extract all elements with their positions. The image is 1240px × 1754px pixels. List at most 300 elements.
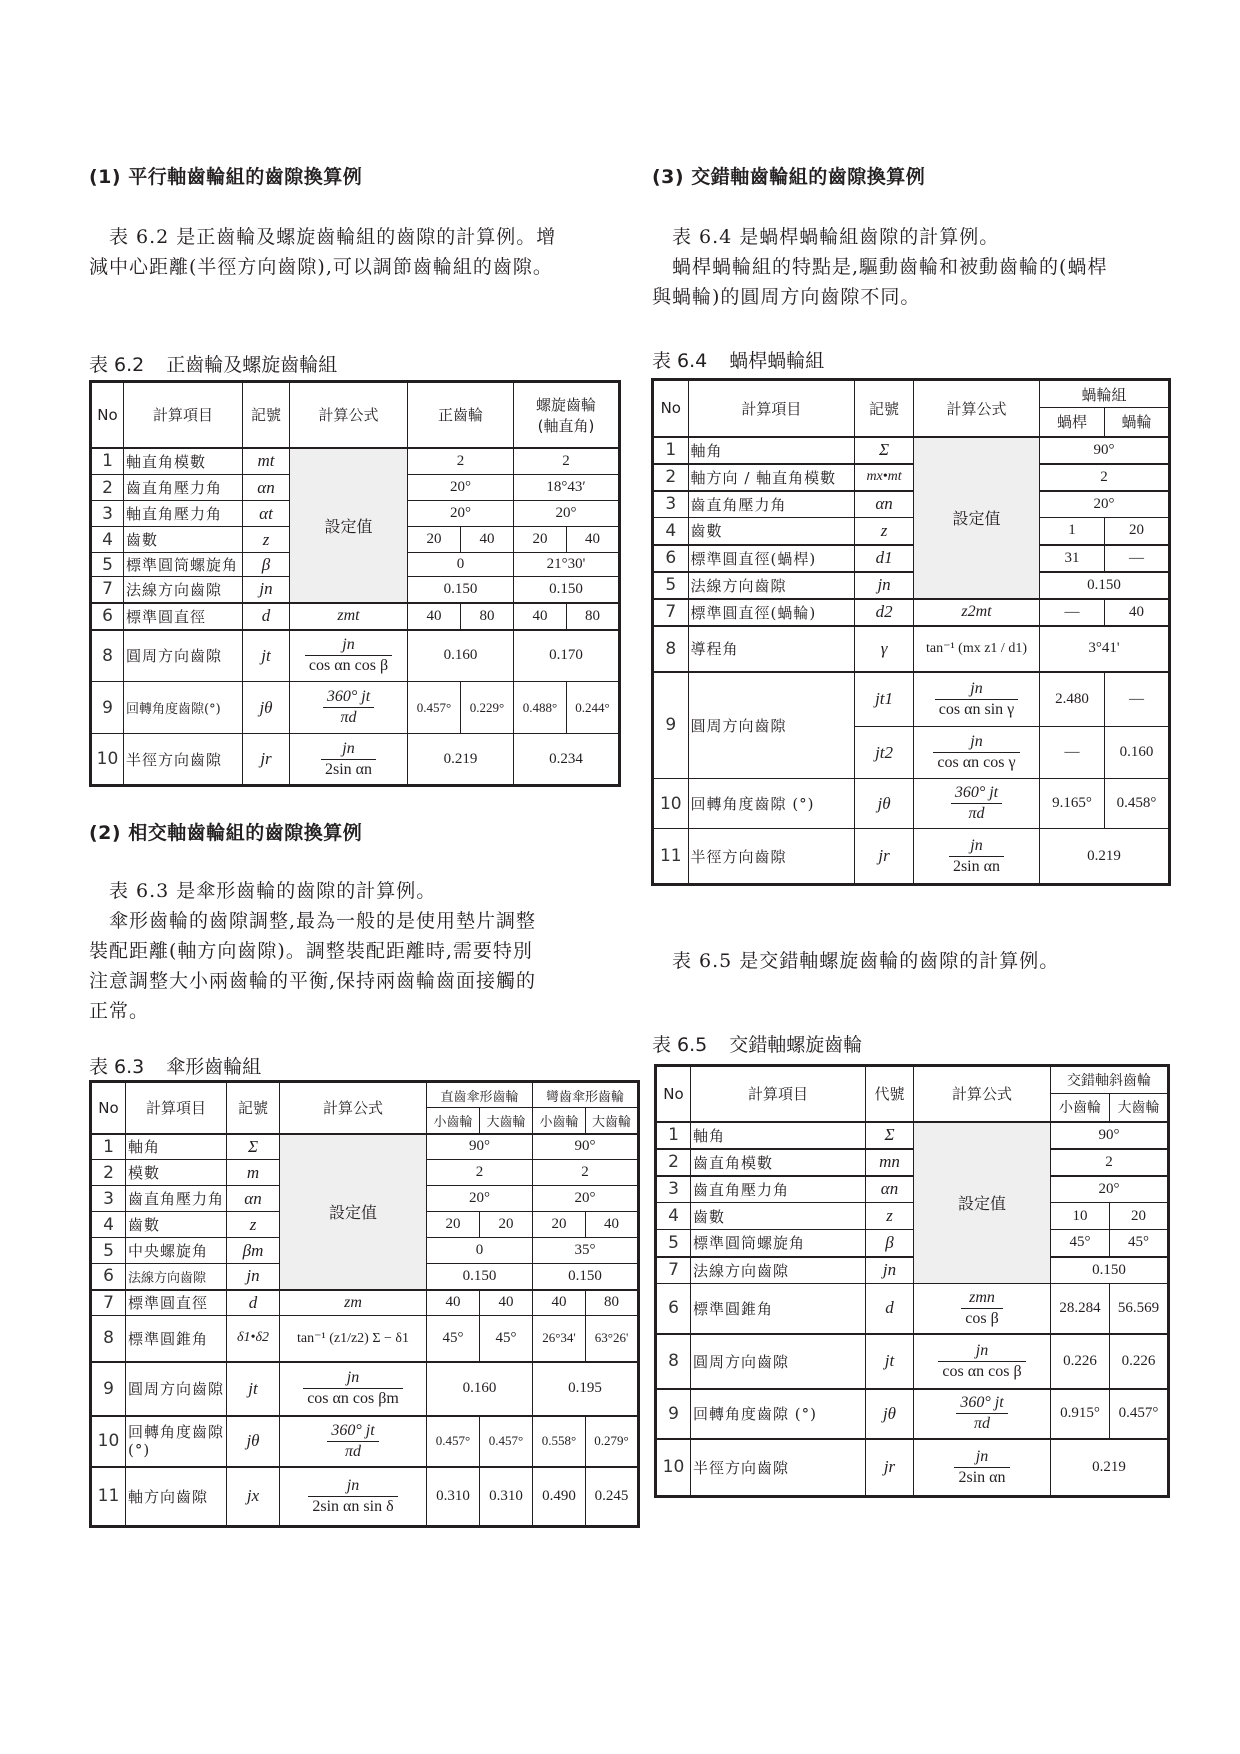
value-cell: 20 (514, 527, 567, 553)
header-formula: 計算公式 (290, 382, 408, 448)
row-symbol: d (227, 1290, 280, 1316)
value-cell: 0.150 (533, 1264, 639, 1290)
row-symbol: d2 (855, 599, 914, 626)
value-cell: 1 (1039, 518, 1104, 545)
row-item: 標準圓直徑(蝸輪) (688, 599, 855, 626)
row-item: 標準圓筒螺旋角 (124, 553, 243, 577)
row-item: 圓周方向齒隙 (126, 1362, 227, 1416)
table-row (91, 734, 620, 786)
row-item: 齒直角模數 (691, 1149, 866, 1176)
row-no: 10 (653, 779, 689, 829)
value-cell: 80 (461, 603, 514, 630)
value-cell: 45° (480, 1316, 533, 1362)
row-symbol: jθ (227, 1416, 280, 1467)
row-symbol: Σ (866, 1122, 914, 1149)
value-cell: 28.284 (1051, 1284, 1110, 1334)
row-symbol: jr (855, 829, 914, 885)
value-cell: 0.457° (408, 682, 461, 734)
header-symbol: 記號 (855, 380, 914, 437)
paragraph-line: 與蝸輪)的圓周方向齒隙不同。 (652, 286, 921, 308)
value-cell: 0.150 (514, 577, 620, 603)
row-symbol: z (855, 518, 914, 545)
section-2-heading: (2) 相交軸齒輪組的齒隙換算例 (89, 822, 363, 844)
paragraph-line: 表 6.5 是交錯軸螺旋齒輪的齒隙的計算例。 (672, 950, 1060, 972)
section-2-paragraph (89, 876, 634, 1026)
formula-cell: $\frac{jn}{\text{2sin αn}}$ (290, 734, 408, 786)
value-cell: — (1104, 545, 1169, 572)
row-item: 軸方向 / 軸直角模數 (688, 464, 855, 491)
value-cell: 0.457° (480, 1416, 533, 1467)
row-item: 齒數 (691, 1203, 866, 1230)
value-cell: 0.458° (1104, 779, 1169, 829)
header-no: No (653, 380, 689, 437)
caption-title: 蝸桿蝸輪組 (729, 350, 825, 372)
value-cell: 18°43′ (514, 475, 620, 501)
value-cell: 21°30' (514, 553, 620, 577)
formula-cell: $\frac{360^\circ jt}{\pi d}$ (914, 779, 1040, 829)
value-cell: 20° (514, 501, 620, 527)
row-symbol: mn (866, 1149, 914, 1176)
value-cell: 40 (533, 1290, 586, 1316)
table-row (653, 491, 1170, 518)
value-cell: 0.457° (1110, 1389, 1169, 1439)
set-value-cell: 設定值 (280, 1134, 427, 1290)
row-no: 6 (653, 545, 689, 572)
row-symbol: m (227, 1160, 280, 1186)
formula-cell: zmt (290, 603, 408, 630)
value-cell: 0.457° (427, 1416, 480, 1467)
value-cell: 0.160 (1104, 727, 1169, 779)
table-row (653, 829, 1170, 885)
formula-cell: $\frac{jn}{\text{cos αn cos γ}}$ (914, 727, 1040, 779)
value-cell: 0.170 (514, 630, 620, 682)
row-no: 4 (91, 527, 124, 553)
table-row (656, 1203, 1169, 1230)
header-item: 計算項目 (688, 380, 855, 437)
value-cell: 0.279° (586, 1416, 639, 1467)
value-cell: 20° (1039, 491, 1169, 518)
formula-cell: tan⁻¹ (z1/z2) Σ − δ1 (280, 1316, 427, 1362)
formula-cell: $\frac{jn}{\text{cos αn cos β}}$ (914, 1334, 1051, 1389)
table-row (656, 1439, 1169, 1497)
table-row (656, 1334, 1169, 1389)
row-item: 回轉角度齒隙 (°) (688, 779, 855, 829)
formula-cell: tan⁻¹ (mx z1 / d1) (914, 626, 1040, 672)
paragraph-line: 蝸桿蝸輪組的特點是,驅動齒輪和被動齒輪的(蝸桿 (672, 256, 1108, 278)
row-symbol: jn (243, 577, 290, 603)
value-cell: 40 (514, 603, 567, 630)
value-cell: 2.480 (1039, 672, 1104, 727)
caption-number: 表 6.2 (89, 354, 145, 376)
formula-cell: $\frac{\text{zmn}}{\text{cos β}}$ (914, 1284, 1051, 1334)
formula-cell: $\frac{jn}{\text{cos αn cos βm}}$ (280, 1362, 427, 1416)
header-item: 計算項目 (124, 382, 243, 448)
table-row (91, 682, 620, 734)
row-item: 回轉角度齒隙(°) (124, 682, 243, 734)
value-cell: — (1039, 727, 1104, 779)
row-symbol: jθ (855, 779, 914, 829)
table-row (91, 1290, 639, 1316)
row-no: 6 (91, 603, 124, 630)
paragraph-line: 正常。 (89, 1000, 150, 1022)
row-no: 1 (91, 1134, 126, 1160)
header-crossed-helical: 交錯軸斜齒輪 (1051, 1066, 1169, 1094)
row-item: 半徑方向齒隙 (124, 734, 243, 786)
row-no: 3 (653, 491, 689, 518)
row-no: 1 (653, 437, 689, 464)
row-item: 回轉角度齒隙 (°) (691, 1389, 866, 1439)
row-no: 11 (91, 1467, 126, 1527)
table-row (91, 1416, 639, 1467)
value-cell: 0.244° (567, 682, 620, 734)
row-no: 9 (653, 672, 689, 779)
paragraph-line: 注意調整大小兩齒輪的平衡,保持兩齒輪齒面接觸的 (89, 970, 537, 992)
value-cell: 20 (1110, 1203, 1169, 1230)
row-symbol: jt2 (855, 727, 914, 779)
value-cell: 0.310 (427, 1467, 480, 1527)
value-cell: 0.226 (1051, 1334, 1110, 1389)
table-6-3-caption (89, 1052, 261, 1079)
header-straight-bevel: 直齒傘形齒輪 (427, 1082, 533, 1108)
paragraph-line: 表 6.2 是正齒輪及螺旋齒輪組的齒隙的計算例。增 (109, 226, 557, 248)
value-cell: 80 (586, 1290, 639, 1316)
header-gear: 大齒輪 (1110, 1094, 1169, 1122)
row-symbol: β (866, 1230, 914, 1257)
table-6-4 (651, 378, 1171, 886)
row-symbol: jx (227, 1467, 280, 1527)
row-symbol: jθ (866, 1389, 914, 1439)
row-no: 9 (91, 682, 124, 734)
row-no: 8 (91, 1316, 126, 1362)
row-item: 齒數 (688, 518, 855, 545)
header-spiral-bevel: 彎齒傘形齒輪 (533, 1082, 639, 1108)
row-item: 軸角 (691, 1122, 866, 1149)
section-3-paragraph (652, 222, 1172, 312)
value-cell: 20 (533, 1212, 586, 1238)
row-no: 8 (656, 1334, 691, 1389)
header-no: No (91, 382, 124, 448)
row-no: 7 (656, 1257, 691, 1284)
header-worm: 蝸桿 (1039, 408, 1104, 437)
row-item: 法線方向齒隙 (126, 1264, 227, 1290)
formula-cell: z2mt (914, 599, 1040, 626)
row-symbol: jn (227, 1264, 280, 1290)
row-item: 模數 (126, 1160, 227, 1186)
row-symbol: αt (243, 501, 290, 527)
value-cell: 40 (408, 603, 461, 630)
value-cell: — (1104, 672, 1169, 727)
header-symbol: 記號 (243, 382, 290, 448)
row-no: 8 (91, 630, 124, 682)
value-cell: 0.150 (1051, 1257, 1169, 1284)
value-cell: 0.219 (408, 734, 514, 786)
section-5-paragraph (652, 946, 1059, 976)
value-cell: 20 (480, 1212, 533, 1238)
row-symbol: jr (866, 1439, 914, 1497)
set-value-cell: 設定值 (290, 448, 408, 603)
row-item: 軸直角壓力角 (124, 501, 243, 527)
value-cell: 0.150 (427, 1264, 533, 1290)
value-cell: 90° (427, 1134, 533, 1160)
row-item: 軸直角模數 (124, 448, 243, 475)
row-item: 圓周方向齒隙 (691, 1334, 866, 1389)
row-item: 標準圓直徑 (124, 603, 243, 630)
formula-cell: $\frac{jn}{\text{2sin αn sin δ}}$ (280, 1467, 427, 1527)
value-cell: 0.229° (461, 682, 514, 734)
value-cell: 40 (480, 1290, 533, 1316)
table-row (656, 1389, 1169, 1439)
row-symbol: jt (243, 630, 290, 682)
table-row (653, 437, 1170, 464)
set-value-cell: 設定值 (914, 437, 1040, 599)
value-cell: 0.488° (514, 682, 567, 734)
header-formula: 計算公式 (280, 1082, 427, 1134)
row-item: 半徑方向齒隙 (688, 829, 855, 885)
header-pinion: 小齒輪 (1051, 1094, 1110, 1122)
row-item: 齒數 (124, 527, 243, 553)
table-row (656, 1176, 1169, 1203)
row-no: 4 (653, 518, 689, 545)
row-symbol: αn (227, 1186, 280, 1212)
caption-title: 正齒輪及螺旋齒輪組 (166, 354, 338, 376)
row-item: 法線方向齒隙 (691, 1257, 866, 1284)
value-cell: 2 (514, 448, 620, 475)
value-cell: 0.234 (514, 734, 620, 786)
value-cell: 40 (461, 527, 514, 553)
table-row (653, 464, 1170, 491)
row-symbol: z (866, 1203, 914, 1230)
table-6-5 (654, 1064, 1170, 1498)
row-item: 軸方向齒隙 (126, 1467, 227, 1527)
row-no: 11 (653, 829, 689, 885)
row-symbol: αn (866, 1176, 914, 1203)
formula-cell: $\frac{jn}{\text{cos αn sin γ}}$ (914, 672, 1040, 727)
value-cell: 35° (533, 1238, 639, 1264)
paragraph-line: 表 6.4 是蝸桿蝸輪組齒隙的計算例。 (672, 226, 1000, 248)
formula-cell: $\frac{360^\circ jt}{\pi d}$ (290, 682, 408, 734)
row-symbol: d1 (855, 545, 914, 572)
row-item: 軸角 (126, 1134, 227, 1160)
row-no: 4 (656, 1203, 691, 1230)
row-item: 標準圓筒螺旋角 (691, 1230, 866, 1257)
caption-number: 表 6.3 (89, 1056, 145, 1078)
value-cell: 90° (533, 1134, 639, 1160)
row-symbol: Σ (855, 437, 914, 464)
value-cell: 0.195 (533, 1362, 639, 1416)
row-item: 齒直角壓力角 (126, 1186, 227, 1212)
paragraph-line: 表 6.3 是傘形齒輪的齒隙的計算例。 (109, 880, 437, 902)
formula-cell: $\frac{jn}{\text{2sin αn}}$ (914, 829, 1040, 885)
row-item: 法線方向齒隙 (124, 577, 243, 603)
row-item: 半徑方向齒隙 (691, 1439, 866, 1497)
header-wheel: 蝸輪 (1104, 408, 1169, 437)
table-row (91, 1467, 639, 1527)
header-worm-set: 蝸輪組 (1039, 380, 1169, 408)
value-cell: 0.245 (586, 1467, 639, 1527)
table-row (91, 1362, 639, 1416)
table-row (656, 1284, 1169, 1334)
value-cell: 0 (408, 553, 514, 577)
row-no: 1 (656, 1122, 691, 1149)
value-cell: 45° (1051, 1230, 1110, 1257)
row-symbol: γ (855, 626, 914, 672)
caption-number: 表 6.5 (652, 1034, 708, 1056)
value-cell: 56.569 (1110, 1284, 1169, 1334)
caption-title: 交錯軸螺旋齒輪 (729, 1034, 863, 1056)
formula-cell: zm (280, 1290, 427, 1316)
table-6-2-caption (89, 350, 337, 377)
row-item: 齒直角壓力角 (688, 491, 855, 518)
row-no: 5 (653, 572, 689, 599)
row-symbol: jt (866, 1334, 914, 1389)
row-symbol: αn (855, 491, 914, 518)
row-no: 5 (91, 1238, 126, 1264)
set-value-cell: 設定值 (914, 1122, 1051, 1284)
formula-cell: $\frac{360^\circ jt}{\pi d}$ (280, 1416, 427, 1467)
value-cell: 0.219 (1039, 829, 1169, 885)
row-no: 3 (91, 501, 124, 527)
section-3-heading: (3) 交錯軸齒輪組的齒隙換算例 (652, 166, 926, 188)
value-cell: — (1039, 599, 1104, 626)
value-cell: 0 (427, 1238, 533, 1264)
header-gear: 大齒輪 (480, 1108, 533, 1134)
header-gear: 大齒輪 (586, 1108, 639, 1134)
row-item: 齒數 (126, 1212, 227, 1238)
table-row (653, 545, 1170, 572)
row-no: 5 (91, 553, 124, 577)
row-symbol: δ1•δ2 (227, 1316, 280, 1362)
value-cell: 9.165° (1039, 779, 1104, 829)
header-formula: 計算公式 (914, 1066, 1051, 1122)
table-row (653, 779, 1170, 829)
row-item: 標準圓錐角 (126, 1316, 227, 1362)
row-no: 8 (653, 626, 689, 672)
value-cell: 20 (427, 1212, 480, 1238)
formula-cell: $\frac{jn}{\text{cos αn cos β}}$ (290, 630, 408, 682)
value-cell: 0.219 (1051, 1439, 1169, 1497)
value-cell: 40 (427, 1290, 480, 1316)
paragraph-line: 裝配距離(軸方向齒隙)。調整裝配距離時,需要特別 (89, 940, 533, 962)
row-symbol: jθ (243, 682, 290, 734)
value-cell: 0.160 (427, 1362, 533, 1416)
row-item: 標準圓錐角 (691, 1284, 866, 1334)
header-helical-gear: 螺旋齒輪 (軸直角) (514, 382, 620, 448)
value-cell: 2 (533, 1160, 639, 1186)
header-pinion: 小齒輪 (533, 1108, 586, 1134)
header-no: No (91, 1082, 126, 1134)
table-6-2 (89, 380, 621, 787)
value-cell: 20° (427, 1186, 533, 1212)
formula-cell: $\frac{360^\circ jt}{\pi d}$ (914, 1389, 1051, 1439)
value-cell: 10 (1051, 1203, 1110, 1230)
table-row (653, 672, 1170, 727)
value-cell: 80 (567, 603, 620, 630)
value-cell: 0.150 (408, 577, 514, 603)
row-item: 中央螺旋角 (126, 1238, 227, 1264)
value-cell: 40 (1104, 599, 1169, 626)
value-cell: 20° (533, 1186, 639, 1212)
row-item: 圓周方向齒隙 (688, 672, 855, 779)
table-row (91, 603, 620, 630)
value-cell: 26°34' (533, 1316, 586, 1362)
row-no: 9 (656, 1389, 691, 1439)
row-item: 圓周方向齒隙 (124, 630, 243, 682)
table-row (91, 630, 620, 682)
header-spur-gear: 正齒輪 (408, 382, 514, 448)
value-cell: 40 (586, 1212, 639, 1238)
paragraph-line: 傘形齒輪的齒隙調整,最為一般的是使用墊片調整 (109, 910, 537, 932)
row-no: 10 (91, 734, 124, 786)
row-symbol: β (243, 553, 290, 577)
table-row (653, 626, 1170, 672)
value-cell: 20° (408, 501, 514, 527)
row-no: 2 (653, 464, 689, 491)
value-cell: 0.915° (1051, 1389, 1110, 1439)
value-cell: 0.310 (480, 1467, 533, 1527)
value-cell: 63°26' (586, 1316, 639, 1362)
header-pinion: 小齒輪 (427, 1108, 480, 1134)
row-symbol: Σ (227, 1134, 280, 1160)
header-symbol: 代號 (866, 1066, 914, 1122)
header-item: 計算項目 (126, 1082, 227, 1134)
row-symbol: jn (855, 572, 914, 599)
row-symbol: αn (243, 475, 290, 501)
row-symbol: jn (866, 1257, 914, 1284)
value-cell: 90° (1051, 1122, 1169, 1149)
value-cell: 45° (1110, 1230, 1169, 1257)
row-no: 3 (656, 1176, 691, 1203)
row-no: 7 (91, 1290, 126, 1316)
value-cell: 31 (1039, 545, 1104, 572)
value-cell: 2 (408, 448, 514, 475)
value-cell: 0.226 (1110, 1334, 1169, 1389)
value-cell: 0.490 (533, 1467, 586, 1527)
row-item: 標準圓直徑(蝸桿) (688, 545, 855, 572)
row-no: 2 (656, 1149, 691, 1176)
row-no: 7 (91, 577, 124, 603)
table-row (656, 1257, 1169, 1284)
row-symbol: mt (243, 448, 290, 475)
header-item: 計算項目 (691, 1066, 866, 1122)
value-cell: 45° (427, 1316, 480, 1362)
row-no: 2 (91, 475, 124, 501)
row-symbol: mx•mt (855, 464, 914, 491)
row-item: 導程角 (688, 626, 855, 672)
value-cell: 0.160 (408, 630, 514, 682)
value-cell: 20 (1104, 518, 1169, 545)
row-symbol: βm (227, 1238, 280, 1264)
row-no: 9 (91, 1362, 126, 1416)
value-cell: 3°41' (1039, 626, 1169, 672)
value-cell: 2 (427, 1160, 533, 1186)
row-symbol: z (243, 527, 290, 553)
header-no: No (656, 1066, 691, 1122)
value-cell: 0.558° (533, 1416, 586, 1467)
row-item: 軸角 (688, 437, 855, 464)
row-symbol: d (866, 1284, 914, 1334)
value-cell: 2 (1039, 464, 1169, 491)
value-cell: 40 (567, 527, 620, 553)
row-no: 6 (656, 1284, 691, 1334)
row-item: 法線方向齒隙 (688, 572, 855, 599)
row-symbol: z (227, 1212, 280, 1238)
value-cell: 0.150 (1039, 572, 1169, 599)
value-cell: 90° (1039, 437, 1169, 464)
table-6-3 (89, 1080, 640, 1528)
value-cell: 20° (408, 475, 514, 501)
value-cell: 20° (1051, 1176, 1169, 1203)
row-no: 10 (656, 1439, 691, 1497)
